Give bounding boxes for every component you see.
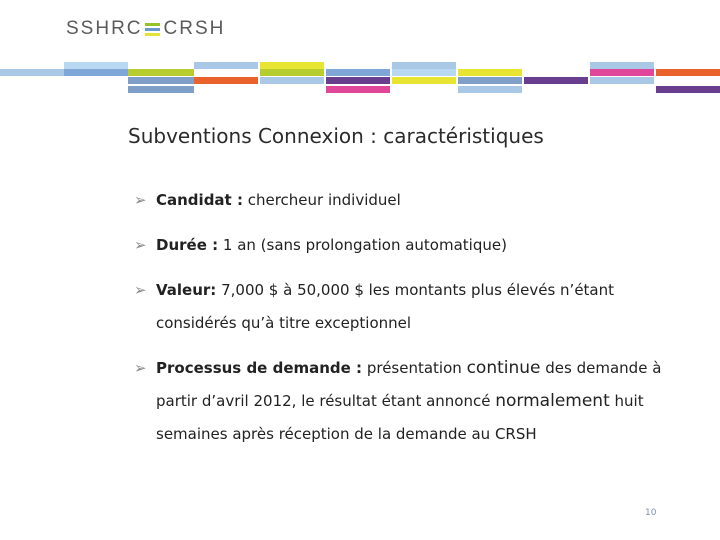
bullet-label: Durée : (156, 236, 219, 254)
decorative-color-stripes (0, 0, 720, 100)
stripe (458, 77, 522, 84)
arrow-bullet-icon: ➢ (134, 359, 147, 377)
arrow-bullet-icon: ➢ (134, 281, 147, 299)
stripe (590, 69, 654, 76)
stripe (64, 69, 128, 76)
bullet-label: Valeur: (156, 281, 217, 299)
stripe (656, 69, 720, 76)
slide-title: Subventions Connexion : caractéristiques (128, 124, 544, 148)
bullet-emphasis: continue (466, 358, 541, 378)
stripe (0, 69, 64, 76)
bullet-list (134, 184, 694, 463)
stripe (260, 62, 324, 69)
stripe (194, 77, 258, 84)
bullet-emphasis: normalement (495, 391, 610, 411)
bullet-text: huit semaines après réception de la demande au CRSH (156, 392, 644, 443)
stripe (260, 77, 324, 84)
stripe (392, 69, 456, 76)
bullet-label: Processus de demande : (156, 359, 363, 377)
logo-left-text: SSHRC (66, 18, 143, 39)
bullet-text: 7,000 $ à 50,000 $ les montants plus élevés n’étant considérés qu’à titre exceptionnel (156, 281, 615, 332)
stripe (194, 62, 258, 69)
stripe (590, 62, 654, 69)
stripe (128, 77, 194, 84)
page-number: 10 (645, 508, 657, 518)
stripe (392, 62, 456, 69)
stripe (64, 62, 128, 69)
bullet-text: 1 an (sans prolongation automatique) (222, 236, 507, 254)
stripe (656, 86, 720, 93)
stripe (326, 69, 390, 76)
stripe (524, 77, 588, 84)
bullet-valeur (134, 274, 694, 340)
logo-right-text: CRSH (163, 18, 226, 39)
stripe (458, 69, 522, 76)
stripe (458, 86, 522, 93)
stripe (326, 77, 390, 84)
bullet-text: chercheur individuel (247, 191, 401, 209)
stripe (326, 86, 390, 93)
stripe (590, 77, 654, 84)
bullet-label: Candidat : (156, 191, 243, 209)
bullet-text: présentation (366, 359, 462, 377)
stripe (260, 69, 324, 76)
bullet-text: des demande à partir d’avril 2012, le résultat étant annoncé (156, 359, 662, 410)
arrow-bullet-icon: ➢ (134, 236, 147, 254)
bullet-duree (134, 229, 694, 262)
bullet-candidat (134, 184, 694, 217)
stripe (392, 77, 456, 84)
stripe (128, 86, 194, 93)
stripe (128, 69, 194, 76)
bullet-processus (134, 352, 694, 451)
arrow-bullet-icon: ➢ (134, 191, 147, 209)
